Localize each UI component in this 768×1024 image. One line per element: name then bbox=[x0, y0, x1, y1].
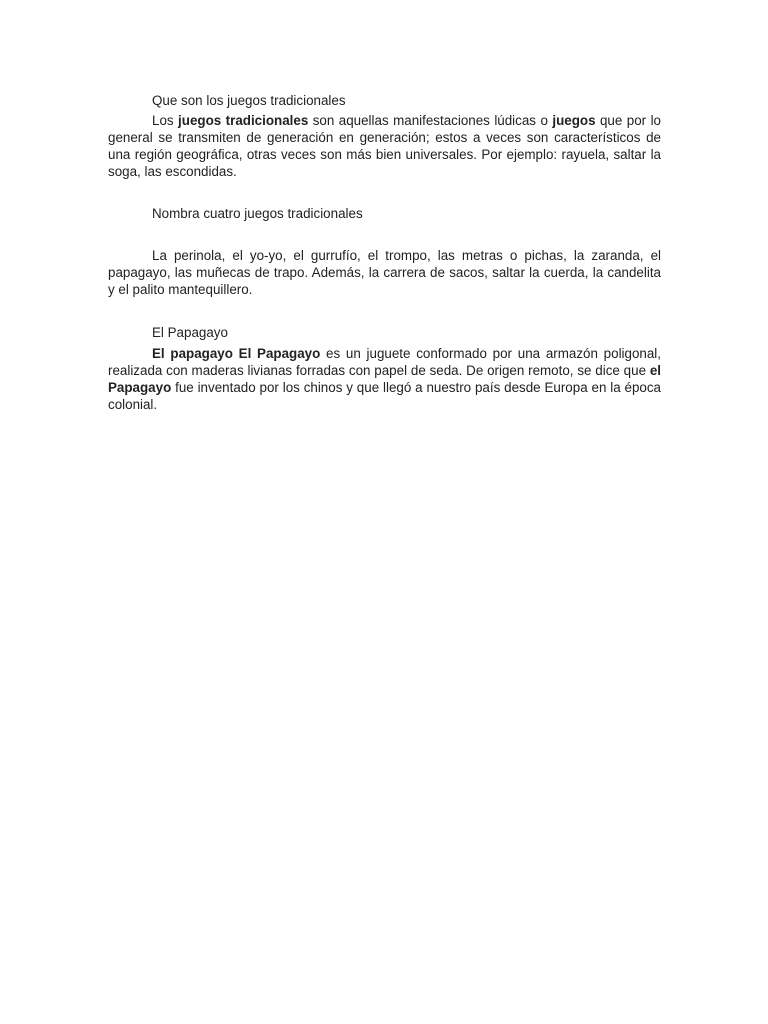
paragraph-run: es un juguete conformado por una armazón poligonal, realizada con maderas livianas forradas con papel de seda. De origen remoto, se dice que bbox=[108, 346, 661, 378]
paragraph-run: son aquellas manifestaciones lúdicas o bbox=[308, 113, 553, 128]
section-heading-name-four-games: Nombra cuatro juegos tradicionales bbox=[152, 206, 363, 221]
paragraph-run-bold: juegos bbox=[552, 113, 596, 128]
paragraph-run-bold: el Papagayo bbox=[108, 363, 661, 395]
paragraph-run: Los bbox=[152, 113, 179, 128]
section-heading-papagayo: El Papagayo bbox=[152, 325, 228, 340]
section-paragraph-what-are-traditional-games bbox=[108, 112, 661, 180]
paragraph-run: La perinola, el yo-yo, el gurrufío, el trompo, las metras o pichas, la zaranda, el papagayo, las muñecas de trapo. Además, la carrera de sacos, saltar la cuerda, la candelita y el palito mantequillero. bbox=[108, 248, 661, 297]
paragraph-run-bold: juegos tradicionales bbox=[178, 113, 309, 128]
section-heading-what-are-traditional-games: Que son los juegos tradicionales bbox=[152, 93, 346, 108]
paragraph-run: que por lo general se transmiten de generación en generación; estos a veces son característicos de una región geográfica, otras veces son más bien universales. Por ejemplo: rayuela, saltar la soga, las escondidas. bbox=[108, 113, 661, 179]
section-paragraph-papagayo bbox=[108, 345, 661, 413]
paragraph-run: fue inventado por los chinos y que llegó a nuestro país desde Europa en la época colonial. bbox=[108, 380, 661, 412]
section-paragraph-name-four-games bbox=[108, 247, 661, 298]
paragraph-run-bold: El papagayo El Papagayo bbox=[152, 346, 321, 361]
